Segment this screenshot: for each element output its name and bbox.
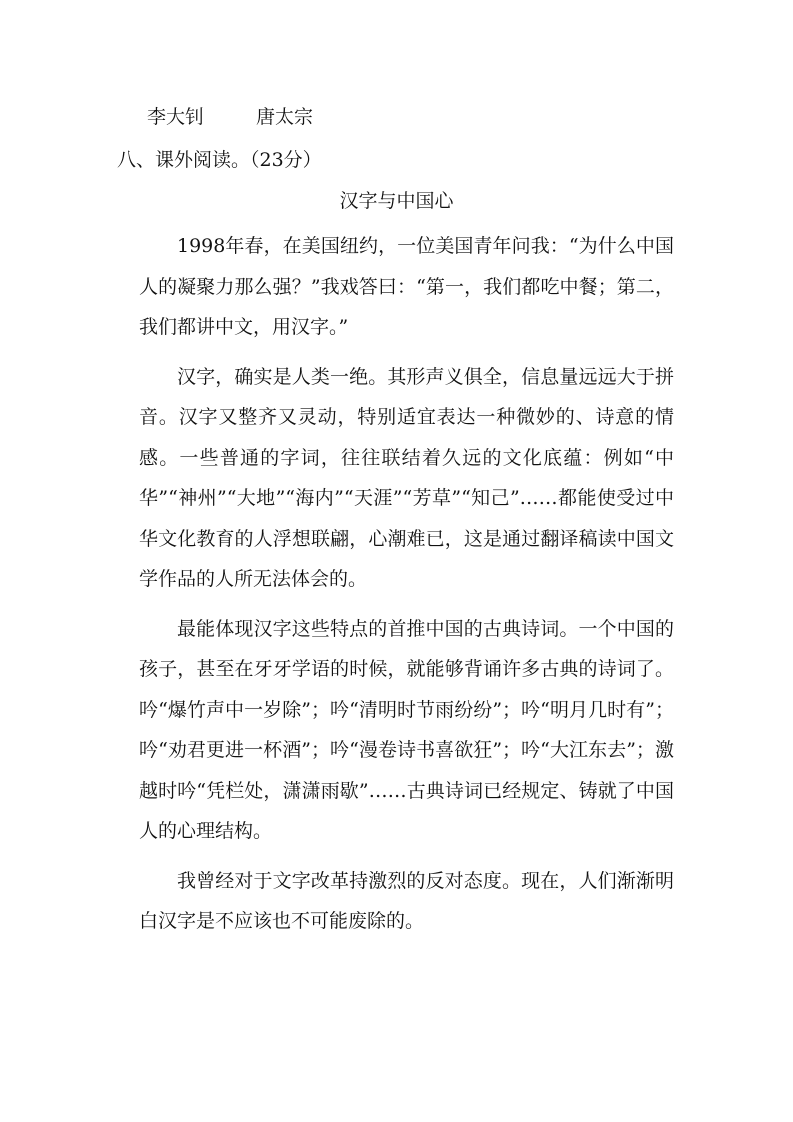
- essay-paragraph: 1998年春，在美国纽约，一位美国青年问我：“为什么中国人的凝聚力那么强？”我戏答曰：“第一，我们都吃中餐；第二，我们都讲中文，用汉字。”: [139, 235, 674, 338]
- essay-paragraph: 最能体现汉字这些特点的首推中国的古典诗词。一个中国的孩子，甚至在牙牙学语的时候，就能够背诵许多古典的诗词了。吟“爆竹声中一岁除”；吟“清明时节雨纷纷”；吟“明月几时有”；吟“劝君更进一杯酒”；吟“漫卷诗书喜欲狂”；吟“大江东去”；激越时吟“凭栏处，潇潇雨歇”……古典诗词已经规定、铸就了中国人的心理结构。: [139, 617, 674, 842]
- section-heading: 八、课外阅读。（23分）: [117, 149, 322, 171]
- name-li-dazhao: 李大钊: [147, 106, 205, 128]
- essay-body: [139, 226, 674, 942]
- name-tang-taizong: 唐太宗: [256, 106, 314, 128]
- essay-paragraph: 汉字，确实是人类一绝。其形声义俱全，信息量远远大于拼音。汉字又整齐又灵动，特别适宜表达一种微妙的、诗意的情感。一些普通的字词，往往联结着久远的文化底蕴：例如“中华”“神州”“大地”“海内”“天涯”“芳草”“知己”……都能使受过中华文化教育的人浮想联翩，心潮难已，这是通过翻译稿读中国文学作品的人所无法体会的。: [139, 365, 674, 590]
- names-row: [147, 105, 313, 129]
- essay-paragraph: 我曾经对于文字改革持激烈的反对态度。现在，人们渐渐明白汉字是不应该也不可能废除的。: [139, 869, 674, 932]
- essay-title: 汉字与中国心: [339, 190, 454, 212]
